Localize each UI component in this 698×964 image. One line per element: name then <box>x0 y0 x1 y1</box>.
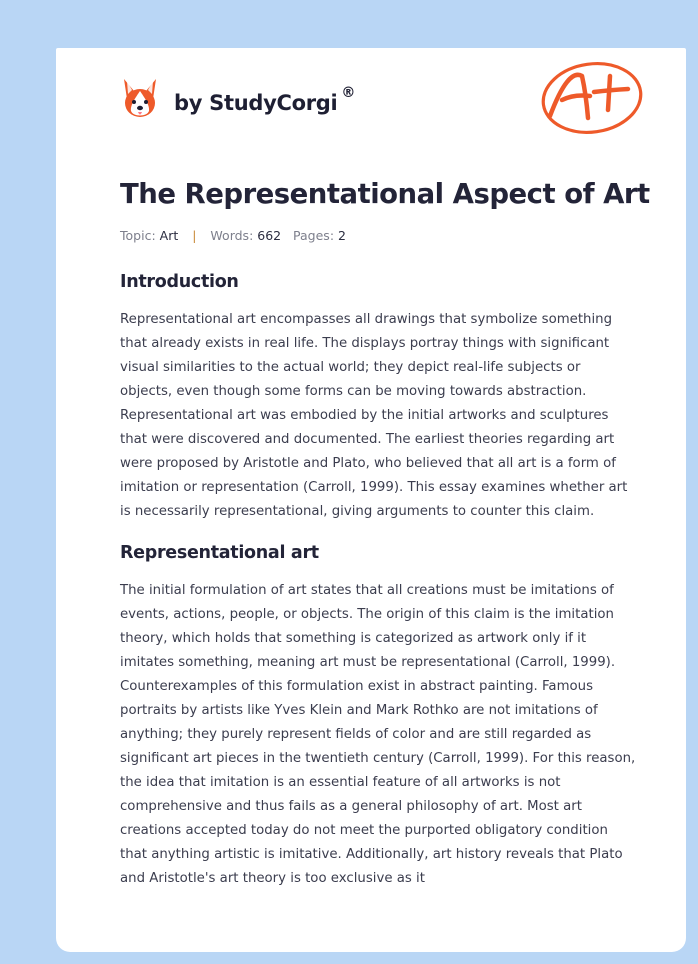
section-paragraph: The initial formulation of art states that all creations must be imitations of events, actions, people, or objects. The origin of this claim is the imitation theory, which holds that something is categorized as artwork only if it imitates something, meaning art must be representational (Carroll, 1999). Counterexamples of this formulation exist in abstract painting. Famous portraits by artists like Yves Klein and Mark Rothko are not imitations of anything; they purely represent fields of color and are still regarded as significant art pieces in the twentieth century (Carroll, 1999). For this reason, the idea that imitation is an essential feature of all artworks is not comprehensive and thus fails as a general philosophy of art. Most art creations accepted today do not meet the purported obligatory condition that anything artistic is imitative. Additionally, art history reveals that Plato and Aristotle's art theory is too exclusive as it <box>120 583 636 886</box>
words-count: 662 <box>257 228 282 243</box>
section-heading: Representational art <box>120 543 319 563</box>
brand-logo[interactable] <box>120 76 355 122</box>
topic-link[interactable]: Art <box>159 228 179 243</box>
section-heading: Introduction <box>120 272 239 292</box>
corgi-icon <box>120 77 160 121</box>
words-label: Words: <box>210 228 254 243</box>
section-paragraph: Representational art encompasses all drawings that symbolize something that already exists in real life. The displays portray things with significant visual similarities to the actual world; they depict real-life subjects or objects, even though some forms can be moving towards abstraction. Representational art was embodied by the initial artworks and sculptures that were discovered and documented. The earliest theories regarding art were proposed by Aristotle and Plato, who believed that all art is a form of imitation or representation (Carroll, 1999). This essay examines whether art is necessarily representational, giving arguments to counter this claim. <box>120 312 628 519</box>
essay-page <box>56 48 686 952</box>
grade-badge-icon <box>538 58 648 140</box>
section-introduction <box>120 270 636 524</box>
registered-mark: ® <box>341 85 356 101</box>
essay-title: The Representational Aspect of Art <box>120 178 650 210</box>
section-representational-art <box>120 541 636 891</box>
pages-label: Pages: <box>293 228 335 243</box>
pages-count: 2 <box>338 228 346 243</box>
essay-meta <box>120 228 346 243</box>
brand-name: by StudyCorgi <box>174 91 338 115</box>
topic-label: Topic: <box>120 228 156 243</box>
essay-body <box>120 270 636 891</box>
meta-separator: | <box>192 228 197 243</box>
